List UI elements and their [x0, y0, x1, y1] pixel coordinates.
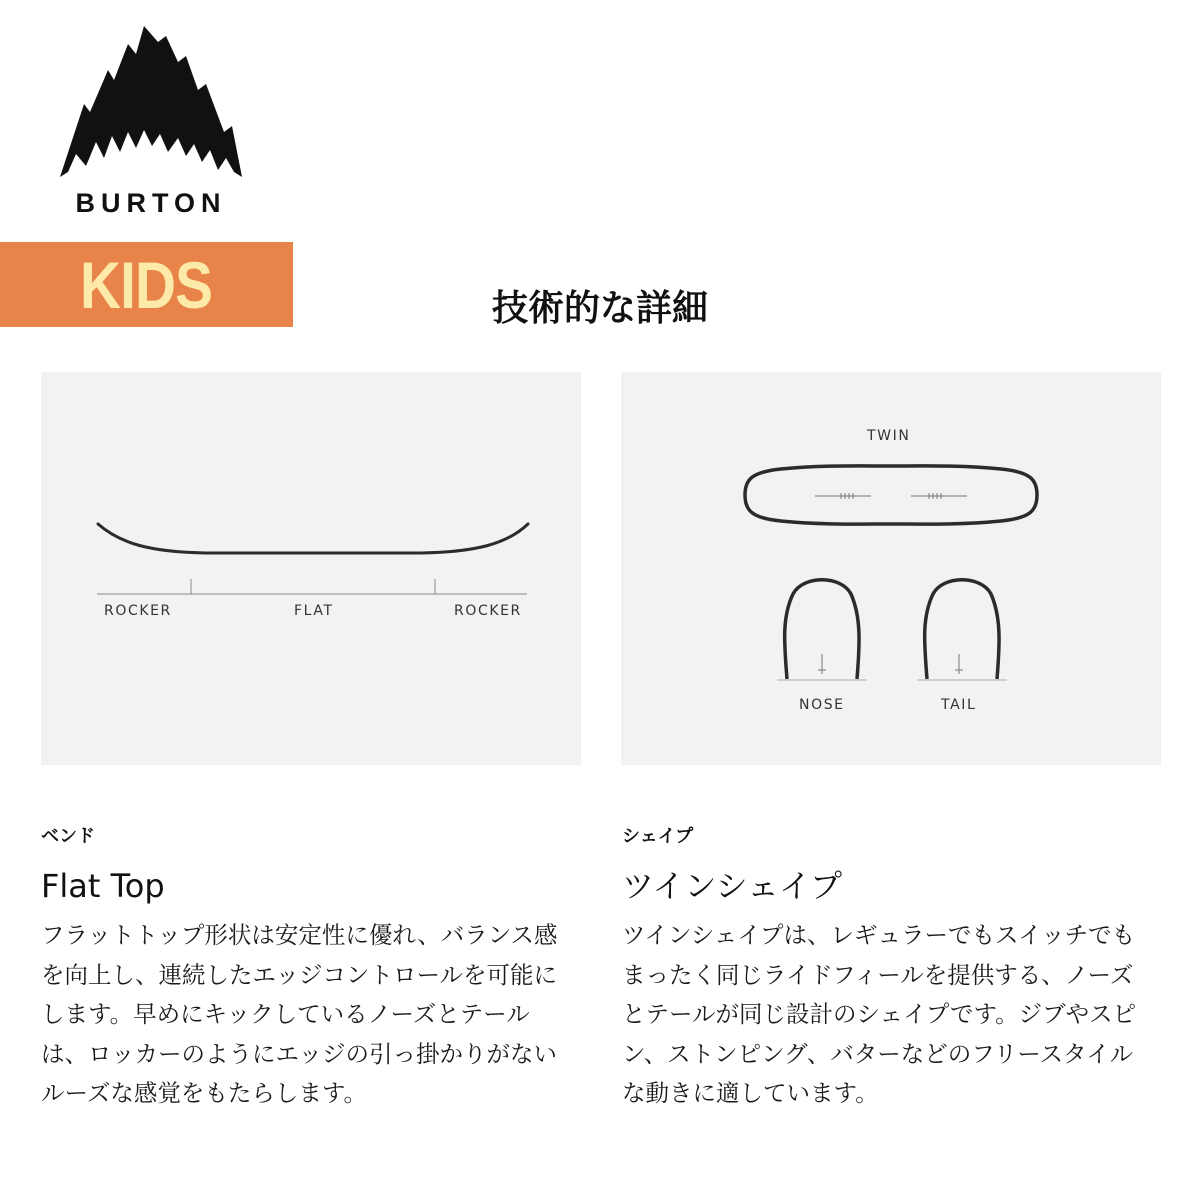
board-profile-line — [98, 524, 528, 553]
twin-label: TWIN — [867, 428, 911, 444]
nose-label: NOSE — [799, 697, 845, 713]
shape-description: ツインシェイプは、レギュラーでもスイッチでもまったく同じライドフィールを提供する、ノーズとテールが同じ設計のシェイプです。ジブやスピン、ストンピング、バターなどのフリースタイルな動きに適しています。 — [622, 921, 1137, 1107]
bend-title: Flat Top — [41, 867, 165, 905]
burton-logo — [56, 22, 246, 222]
rocker-label-left: ROCKER — [104, 603, 172, 619]
flat-top-profile-diagram — [41, 372, 581, 765]
bend-diagram-panel — [41, 372, 581, 765]
twin-shape-diagram — [621, 372, 1161, 765]
page-title: 技術的な詳細 — [491, 288, 708, 329]
bend-description: フラットトップ形状は安定性に優れ、バランス感を向上し、連続したエッジコントロールを可能にします。早めにキックしているノーズとテールは、ロッカーのようにエッジの引っ掛かりがないルーズな感覚をもたらします。 — [41, 921, 558, 1107]
shape-section — [622, 822, 1162, 1114]
flat-label: FLAT — [294, 603, 334, 619]
kids-label: KIDS — [80, 248, 213, 322]
shape-title: ツインシェイプ — [622, 867, 843, 905]
shape-diagram-panel — [621, 372, 1161, 765]
tail-outline — [925, 580, 999, 679]
brand-name: BURTON — [75, 188, 227, 218]
rocker-label-right: ROCKER — [454, 603, 522, 619]
bend-section — [41, 822, 581, 1114]
bend-category: ベンド — [41, 826, 95, 847]
mountain-icon — [56, 22, 246, 192]
shape-category: シェイプ — [622, 826, 694, 847]
tail-label: TAIL — [941, 697, 977, 713]
twin-board-outline — [745, 466, 1037, 524]
